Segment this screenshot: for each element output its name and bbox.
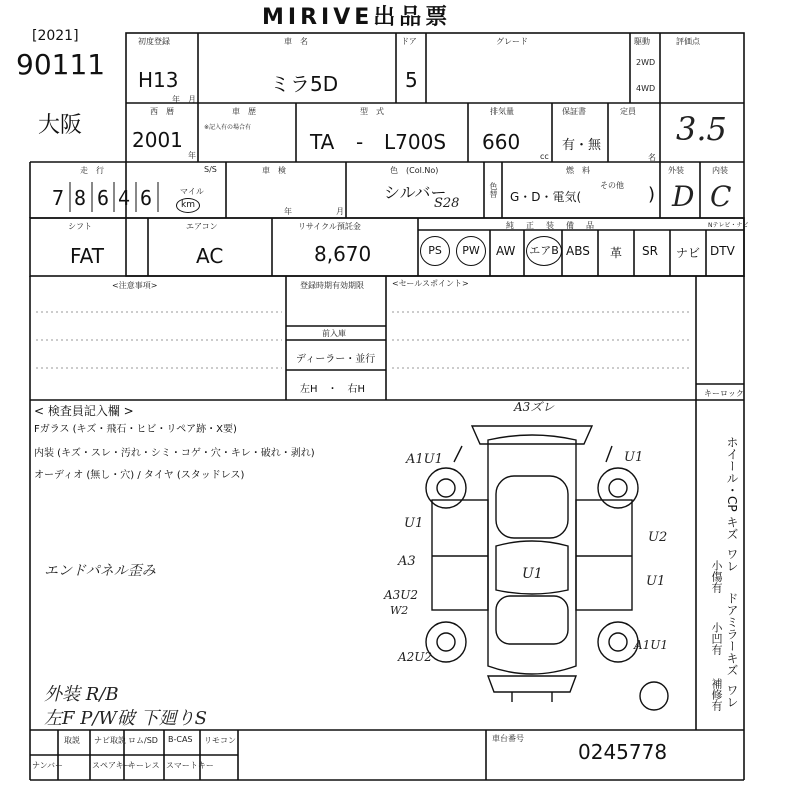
mileage-digit: 7 bbox=[52, 186, 65, 210]
capacity-unit: 名 bbox=[648, 153, 656, 162]
mile-unit: マイル bbox=[180, 187, 204, 196]
inspector-hand2: 外装 R/B bbox=[44, 684, 119, 705]
diagram-mark: A3ズレ bbox=[514, 400, 555, 414]
diagram-mark: U1 bbox=[522, 566, 543, 582]
first-reg-label: 初度登録 bbox=[138, 37, 170, 46]
accessory-spare-key: スペアキー bbox=[92, 761, 132, 770]
diagram-mark: A1U1 bbox=[634, 638, 669, 652]
km-unit: km bbox=[176, 198, 200, 213]
chassis-label: 車台番号 bbox=[492, 734, 524, 743]
car-name-label: 車 名 bbox=[284, 37, 308, 46]
diagram-mark: A1U1 bbox=[406, 452, 443, 467]
diagram-mark: W2 bbox=[390, 604, 409, 617]
sales-point-label: <セールスポイント> bbox=[392, 279, 469, 288]
fuel-label: 燃 料 bbox=[566, 166, 590, 175]
inspector-line1: Fガラス (キズ・飛石・ヒビ・リペア跡・X要) bbox=[34, 424, 237, 435]
equip-aw: AW bbox=[496, 244, 516, 258]
western-year-unit: 年 bbox=[188, 151, 196, 160]
equipment-label: 純 正 装 備 品 bbox=[506, 221, 596, 230]
fuel-other: その他 bbox=[600, 181, 624, 190]
sheet-title: MIRIVE出品票 bbox=[262, 5, 452, 30]
interior-label: 内装 bbox=[712, 166, 728, 175]
accessory-bcas: B-CAS bbox=[168, 735, 193, 744]
diagram-mark: U1 bbox=[404, 516, 424, 531]
recycle-label: リサイクル預託金 bbox=[298, 222, 361, 231]
color-value: シルバー bbox=[384, 183, 447, 202]
keylock-label: キーロック bbox=[704, 389, 744, 398]
side-scratch: キズ bbox=[725, 516, 739, 540]
warranty-value: 有・無 bbox=[562, 138, 602, 153]
model-prefix: TA bbox=[310, 130, 335, 154]
side-small-scratch: 小傷有 bbox=[710, 560, 723, 593]
side-wheel: ホイール・CP bbox=[725, 436, 739, 512]
warranty-label: 保証書 bbox=[562, 107, 586, 116]
inspector-line3: オーディオ (無し・穴) / タイヤ (スタッドレス) bbox=[34, 470, 245, 481]
prev-owner-label: 前入庫 bbox=[322, 329, 346, 338]
chassis-value: 0245778 bbox=[578, 740, 668, 764]
exterior-value: D bbox=[672, 180, 695, 213]
handle-label: 左H ・ 右H bbox=[300, 384, 366, 395]
displacement-value: 660 bbox=[482, 130, 521, 154]
shaken-month-unit: 月 bbox=[336, 207, 344, 216]
doors-label: ドア bbox=[401, 37, 417, 46]
history-label: 車 歴 bbox=[232, 107, 256, 116]
fuel-close: ) bbox=[648, 184, 656, 205]
equip-airbag: エアB bbox=[526, 236, 562, 266]
ac-value: AC bbox=[196, 244, 224, 268]
car-diagram bbox=[392, 396, 692, 726]
side-crack: ワレ bbox=[725, 548, 739, 572]
equip-ps: PS bbox=[420, 236, 450, 266]
inspector-hand3: 左F P/W破 下廻りS bbox=[44, 708, 207, 729]
capacity-label: 定員 bbox=[620, 107, 636, 116]
equip-abs: ABS bbox=[566, 244, 590, 258]
western-value: 2001 bbox=[132, 128, 183, 152]
doors-value: 5 bbox=[405, 68, 418, 92]
equip-pw: PW bbox=[456, 236, 486, 266]
year-unit: 年 bbox=[172, 95, 180, 104]
equip-leather: 革 bbox=[610, 246, 623, 260]
shaken-label: 車 検 bbox=[262, 166, 286, 175]
reg-expiry-label: 登録時期有効期限 bbox=[300, 281, 364, 290]
shift-label: シフト bbox=[68, 222, 92, 231]
color-label: 色 (Col.No) bbox=[390, 166, 439, 175]
drive-label: 駆動 bbox=[634, 37, 650, 46]
diagram-mark: U1 bbox=[624, 450, 644, 465]
diagram-mark: A2U2 bbox=[398, 650, 433, 664]
srs-label: S/S bbox=[204, 165, 217, 174]
mileage-digit: 6 bbox=[140, 186, 153, 210]
score-value: 3.5 bbox=[676, 110, 727, 148]
mileage-digit: 6 bbox=[97, 186, 110, 210]
first-reg-value: H13 bbox=[138, 68, 179, 92]
inspector-line2: 内装 (キズ・スレ・汚れ・シミ・コゲ・穴・キレ・破れ・剥れ) bbox=[34, 448, 315, 459]
side-crack-2: ワレ bbox=[725, 684, 739, 708]
equip-navi: ナビ bbox=[676, 246, 701, 260]
displacement-label: 排気量 bbox=[490, 107, 514, 116]
side-small-dent: 小凹有 bbox=[710, 622, 723, 655]
shift-value: FAT bbox=[70, 244, 105, 268]
history-note: ※記入有の場合有 bbox=[204, 124, 252, 131]
side-scratch-2: キズ bbox=[725, 652, 739, 676]
nav-tv-label: Nテレビ・ナビ bbox=[708, 222, 749, 229]
accessory-nav-manual: ナビ取説 bbox=[94, 736, 126, 745]
equip-dtv: DTV bbox=[710, 244, 735, 258]
mileage-label: 走 行 bbox=[80, 166, 104, 175]
lot-number: 90111 bbox=[16, 48, 106, 81]
month-unit: 月 bbox=[188, 95, 196, 104]
accessory-smart-key: スマートキー bbox=[166, 761, 214, 770]
car-name-value: ミラ5D bbox=[270, 72, 339, 96]
fuel-value: G・D・電気( bbox=[510, 190, 582, 204]
interior-value: C bbox=[710, 180, 732, 213]
accessory-rom-sd: ロム/SD bbox=[128, 736, 158, 745]
equip-sr: SR bbox=[642, 244, 658, 258]
exterior-label: 外装 bbox=[668, 166, 684, 175]
accessory-keyless: キーレス bbox=[128, 761, 160, 770]
accessory-remote: リモコン bbox=[204, 736, 236, 745]
inspector-hand1: エンドパネル歪み bbox=[44, 563, 156, 579]
recycle-value: 8,670 bbox=[314, 242, 372, 266]
color-change-label: 色替 bbox=[489, 182, 498, 198]
inspector-heading: < 検査員記入欄 > bbox=[34, 404, 134, 418]
drive-4wd: 4WD bbox=[636, 84, 656, 93]
side-repair: 補修有 bbox=[710, 678, 723, 711]
shaken-year-unit: 年 bbox=[284, 207, 292, 216]
grade-label: グレード bbox=[496, 37, 528, 46]
mileage-digit: 4 bbox=[118, 186, 131, 210]
accessory-manual: 取説 bbox=[64, 736, 80, 745]
diagram-mark: U1 bbox=[646, 574, 666, 589]
diagram-mark: A3 bbox=[398, 554, 416, 569]
diagram-mark: A3U2 bbox=[384, 588, 419, 602]
diagram-mark: U2 bbox=[648, 530, 668, 545]
ac-label: エアコン bbox=[186, 222, 218, 231]
accessory-plate: ナンバー bbox=[32, 761, 64, 770]
sheet-year: [2021] bbox=[32, 28, 79, 44]
dealer-label: ディーラー・並行 bbox=[296, 354, 376, 365]
venue: 大阪 bbox=[38, 113, 83, 138]
color-code: S28 bbox=[434, 196, 460, 211]
drive-2wd: 2WD bbox=[636, 58, 656, 67]
score-label: 評価点 bbox=[676, 37, 700, 46]
western-label: 西 暦 bbox=[150, 107, 174, 116]
mileage-digit: 8 bbox=[74, 186, 87, 210]
side-mirror: ドアミラー bbox=[725, 592, 739, 652]
model-value: L700S bbox=[384, 130, 447, 154]
cc-unit: cc bbox=[540, 152, 549, 161]
model-label: 型 式 bbox=[360, 107, 384, 116]
model-dash: - bbox=[356, 130, 364, 154]
caution-label: <注意事項> bbox=[112, 281, 158, 290]
